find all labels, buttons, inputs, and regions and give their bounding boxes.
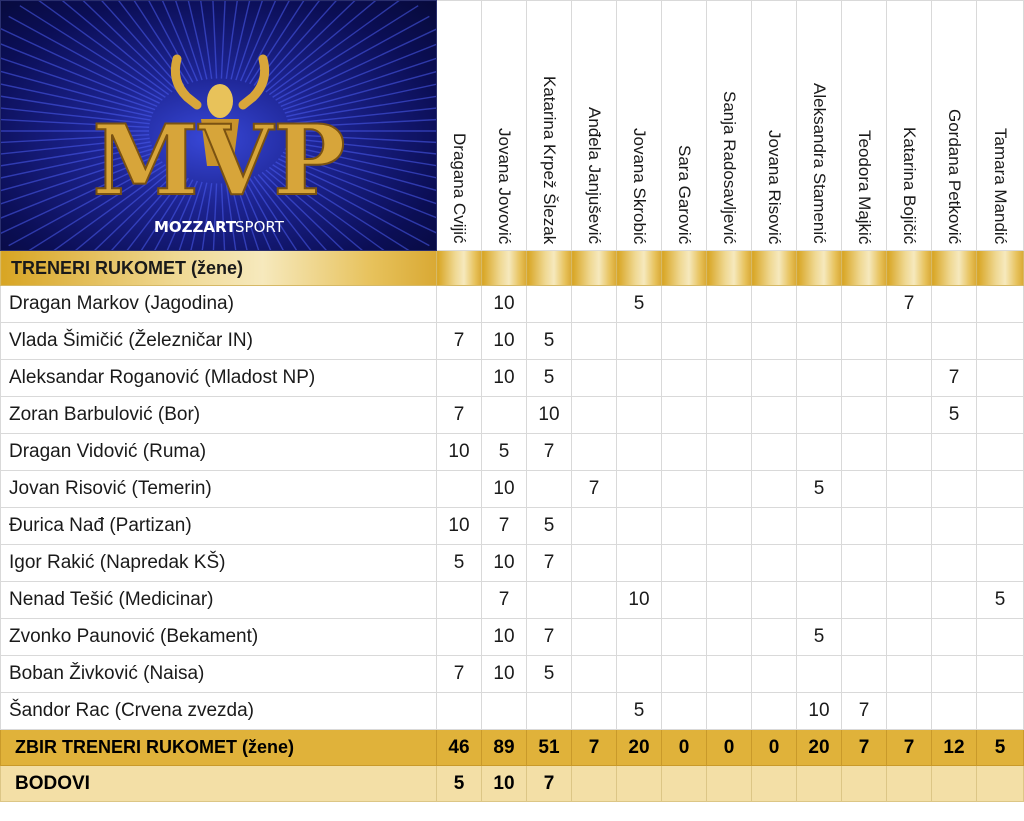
category-cell <box>707 251 752 286</box>
vote-cell <box>572 434 617 471</box>
vote-cell: 5 <box>617 693 662 730</box>
vote-cell <box>977 471 1024 508</box>
vote-cell: 7 <box>572 471 617 508</box>
vote-cell <box>707 286 752 323</box>
points-row-value <box>572 766 617 802</box>
category-cell <box>752 251 797 286</box>
player-name: Tamara Mandić <box>991 127 1010 244</box>
sum-row-value: 5 <box>977 730 1024 766</box>
vote-cell: 7 <box>527 545 572 582</box>
vote-cell <box>662 545 707 582</box>
sum-row-value: 7 <box>887 730 932 766</box>
points-row-value <box>932 766 977 802</box>
coach-name: Šandor Rac (Crvena zvezda) <box>1 693 437 730</box>
vote-cell: 10 <box>482 471 527 508</box>
player-header <box>887 1 932 251</box>
vote-cell <box>932 508 977 545</box>
mvp-logo <box>1 1 437 251</box>
vote-cell <box>482 693 527 730</box>
vote-cell <box>842 471 887 508</box>
table-row <box>1 619 1024 656</box>
coach-name: Zoran Barbulović (Bor) <box>1 397 437 434</box>
player-header <box>482 1 527 251</box>
sum-row-value: 7 <box>572 730 617 766</box>
vote-cell: 5 <box>932 397 977 434</box>
category-label: TRENERI RUKOMET (žene) <box>1 251 437 286</box>
vote-cell <box>572 619 617 656</box>
player-name: Anđela Janjušević <box>585 106 604 244</box>
vote-cell: 10 <box>482 545 527 582</box>
table-row <box>1 323 1024 360</box>
sum-row-value: 0 <box>662 730 707 766</box>
sum-row-value: 20 <box>797 730 842 766</box>
vote-cell: 10 <box>797 693 842 730</box>
vote-cell <box>662 434 707 471</box>
vote-cell <box>887 656 932 693</box>
vote-cell <box>662 471 707 508</box>
player-name: Dragana Cvijić <box>450 133 469 244</box>
player-header <box>662 1 707 251</box>
coach-name: Zvonko Paunović (Bekament) <box>1 619 437 656</box>
vote-cell <box>932 471 977 508</box>
table-row <box>1 397 1024 434</box>
vote-cell <box>977 545 1024 582</box>
vote-cell <box>932 582 977 619</box>
vote-cell <box>617 360 662 397</box>
vote-cell <box>482 397 527 434</box>
vote-cell: 5 <box>527 508 572 545</box>
vote-cell <box>752 619 797 656</box>
vote-cell <box>797 323 842 360</box>
vote-cell <box>437 693 482 730</box>
sum-row-value: 0 <box>752 730 797 766</box>
player-header <box>572 1 617 251</box>
vote-cell: 7 <box>842 693 887 730</box>
sum-row-value: 46 <box>437 730 482 766</box>
vote-cell <box>617 323 662 360</box>
vote-cell <box>887 434 932 471</box>
sum-row-label: ZBIR TRENERI RUKOMET (žene) <box>1 730 437 766</box>
player-name: Katarina Krpež Šlezak <box>540 75 559 244</box>
vote-cell: 7 <box>437 323 482 360</box>
vote-cell <box>662 582 707 619</box>
vote-cell <box>527 471 572 508</box>
vote-cell: 7 <box>437 397 482 434</box>
vote-cell <box>842 545 887 582</box>
vote-cell <box>707 656 752 693</box>
mozzart-text: MOZZART <box>154 218 237 236</box>
vote-cell: 7 <box>482 508 527 545</box>
vote-cell: 10 <box>482 286 527 323</box>
vote-cell: 5 <box>482 434 527 471</box>
category-cell <box>572 251 617 286</box>
sum-row-value: 12 <box>932 730 977 766</box>
vote-cell: 7 <box>527 434 572 471</box>
vote-cell <box>527 286 572 323</box>
player-header <box>932 1 977 251</box>
vote-cell <box>842 397 887 434</box>
player-header <box>842 1 887 251</box>
vote-cell <box>977 508 1024 545</box>
vote-cell <box>797 286 842 323</box>
category-cell <box>797 251 842 286</box>
vote-cell <box>617 545 662 582</box>
vote-cell <box>752 397 797 434</box>
coach-name: Đurica Nađ (Partizan) <box>1 508 437 545</box>
player-name: Sara Garović <box>675 144 694 244</box>
vote-cell <box>527 693 572 730</box>
vote-cell <box>752 693 797 730</box>
coach-name: Dragan Markov (Jagodina) <box>1 286 437 323</box>
points-row-value <box>752 766 797 802</box>
coach-name: Jovan Risović (Temerin) <box>1 471 437 508</box>
vote-cell <box>887 619 932 656</box>
points-row-value: 5 <box>437 766 482 802</box>
vote-cell <box>617 656 662 693</box>
vote-cell <box>752 360 797 397</box>
player-header <box>797 1 842 251</box>
sum-row-value: 0 <box>707 730 752 766</box>
category-cell <box>482 251 527 286</box>
vote-cell: 10 <box>482 323 527 360</box>
vote-cell: 5 <box>797 471 842 508</box>
vote-cell <box>932 286 977 323</box>
vote-cell <box>842 360 887 397</box>
vote-cell <box>572 693 617 730</box>
vote-cell <box>932 545 977 582</box>
vote-cell <box>707 693 752 730</box>
vote-cell: 7 <box>482 582 527 619</box>
vote-cell: 10 <box>617 582 662 619</box>
vote-cell <box>842 323 887 360</box>
vote-cell <box>572 286 617 323</box>
vote-cell <box>572 656 617 693</box>
vote-cell: 10 <box>437 434 482 471</box>
vote-cell <box>887 471 932 508</box>
points-row-value: 7 <box>527 766 572 802</box>
vote-cell <box>932 656 977 693</box>
vote-cell <box>707 471 752 508</box>
vote-cell: 7 <box>437 656 482 693</box>
points-row-value: 10 <box>482 766 527 802</box>
vote-cell <box>527 582 572 619</box>
vote-cell <box>662 619 707 656</box>
mvp-title: MVP <box>92 104 346 217</box>
points-row-value <box>977 766 1024 802</box>
vote-cell <box>752 471 797 508</box>
vote-cell <box>707 360 752 397</box>
vote-cell <box>752 508 797 545</box>
vote-cell: 7 <box>527 619 572 656</box>
vote-cell <box>617 619 662 656</box>
player-header <box>977 1 1024 251</box>
vote-cell <box>617 434 662 471</box>
coach-name: Dragan Vidović (Ruma) <box>1 434 437 471</box>
vote-cell <box>662 397 707 434</box>
vote-cell: 10 <box>527 397 572 434</box>
vote-cell: 10 <box>437 508 482 545</box>
vote-cell: 10 <box>482 619 527 656</box>
player-header <box>527 1 572 251</box>
vote-cell <box>437 471 482 508</box>
vote-cell <box>662 656 707 693</box>
vote-cell <box>617 508 662 545</box>
player-header <box>437 1 482 251</box>
category-cell <box>932 251 977 286</box>
sum-row-value: 51 <box>527 730 572 766</box>
table-row <box>1 434 1024 471</box>
points-row-value <box>842 766 887 802</box>
sport-text: SPORT <box>235 218 284 236</box>
vote-cell: 5 <box>617 286 662 323</box>
table-row <box>1 360 1024 397</box>
category-cell <box>977 251 1024 286</box>
vote-cell <box>977 656 1024 693</box>
vote-cell <box>572 508 617 545</box>
sum-row <box>1 730 1024 766</box>
category-cell <box>617 251 662 286</box>
player-name: Jovana Risović <box>765 129 784 244</box>
vote-cell <box>887 360 932 397</box>
vote-cell <box>572 545 617 582</box>
vote-cell <box>842 619 887 656</box>
vote-cell <box>662 360 707 397</box>
category-cell <box>887 251 932 286</box>
vote-cell <box>842 434 887 471</box>
table-row <box>1 508 1024 545</box>
vote-cell <box>842 582 887 619</box>
vote-cell <box>797 360 842 397</box>
vote-cell <box>707 323 752 360</box>
points-row-value <box>797 766 842 802</box>
vote-cell <box>887 397 932 434</box>
coach-name: Igor Rakić (Napredak KŠ) <box>1 545 437 582</box>
points-row-value <box>887 766 932 802</box>
coach-name: Nenad Tešić (Medicinar) <box>1 582 437 619</box>
vote-cell <box>662 286 707 323</box>
vote-cell <box>977 693 1024 730</box>
table-row <box>1 471 1024 508</box>
vote-cell <box>707 619 752 656</box>
player-name: Teodora Majkić <box>855 129 874 244</box>
vote-cell: 5 <box>437 545 482 582</box>
points-row-value <box>617 766 662 802</box>
table-row <box>1 656 1024 693</box>
vote-cell <box>797 434 842 471</box>
player-header <box>707 1 752 251</box>
coach-name: Aleksandar Roganović (Mladost NP) <box>1 360 437 397</box>
vote-cell <box>887 693 932 730</box>
vote-cell <box>662 693 707 730</box>
player-name: Aleksandra Stamenić <box>810 83 829 244</box>
table-row <box>1 286 1024 323</box>
vote-cell <box>842 508 887 545</box>
player-header <box>752 1 797 251</box>
category-cell <box>662 251 707 286</box>
vote-cell <box>842 286 887 323</box>
coach-name: Boban Živković (Naisa) <box>1 656 437 693</box>
vote-cell <box>932 323 977 360</box>
vote-cell <box>977 434 1024 471</box>
player-name: Sanja Radosavljević <box>720 90 739 244</box>
vote-cell: 5 <box>977 582 1024 619</box>
logo-rays <box>1 1 437 250</box>
vote-cell <box>797 508 842 545</box>
vote-cell <box>932 619 977 656</box>
vote-cell <box>662 323 707 360</box>
coach-name: Vlada Šimičić (Železničar IN) <box>1 323 437 360</box>
vote-cell: 10 <box>482 656 527 693</box>
vote-cell <box>887 323 932 360</box>
vote-cell <box>797 582 842 619</box>
vote-cell <box>752 434 797 471</box>
vote-cell: 5 <box>527 656 572 693</box>
vote-cell <box>572 323 617 360</box>
vote-cell <box>752 582 797 619</box>
vote-cell <box>797 545 842 582</box>
category-cell <box>437 251 482 286</box>
vote-cell <box>752 545 797 582</box>
table-row <box>1 582 1024 619</box>
vote-cell <box>752 656 797 693</box>
vote-cell <box>707 434 752 471</box>
vote-cell <box>617 397 662 434</box>
vote-cell <box>887 508 932 545</box>
table-row <box>1 693 1024 730</box>
player-name: Katarina Bojičić <box>900 126 919 244</box>
vote-cell <box>887 582 932 619</box>
vote-cell <box>617 471 662 508</box>
vote-cell <box>842 656 887 693</box>
vote-cell <box>977 360 1024 397</box>
category-cell <box>842 251 887 286</box>
vote-cell <box>752 286 797 323</box>
sum-row-value: 7 <box>842 730 887 766</box>
vote-cell: 5 <box>527 360 572 397</box>
vote-cell <box>797 656 842 693</box>
vote-cell <box>572 360 617 397</box>
vote-cell <box>977 286 1024 323</box>
player-name: Gordana Petković <box>945 108 964 244</box>
category-cell <box>527 251 572 286</box>
vote-cell <box>932 434 977 471</box>
vote-cell: 7 <box>887 286 932 323</box>
vote-cell <box>707 508 752 545</box>
vote-cell <box>707 545 752 582</box>
vote-cell <box>977 397 1024 434</box>
vote-cell <box>572 397 617 434</box>
vote-cell <box>707 582 752 619</box>
vote-cell <box>797 397 842 434</box>
points-row <box>1 766 1024 802</box>
vote-cell <box>977 619 1024 656</box>
points-row-value <box>707 766 752 802</box>
vote-cell <box>437 360 482 397</box>
vote-cell <box>437 619 482 656</box>
player-name: Jovana Jovović <box>495 127 514 244</box>
table-row <box>1 545 1024 582</box>
points-row-value <box>662 766 707 802</box>
vote-cell <box>572 582 617 619</box>
vote-cell <box>932 693 977 730</box>
player-name: Jovana Skrobić <box>630 127 649 244</box>
vote-cell <box>662 508 707 545</box>
vote-cell <box>437 286 482 323</box>
vote-cell: 10 <box>482 360 527 397</box>
vote-cell <box>437 582 482 619</box>
vote-cell <box>752 323 797 360</box>
vote-cell <box>977 323 1024 360</box>
vote-cell: 5 <box>797 619 842 656</box>
sum-row-value: 89 <box>482 730 527 766</box>
vote-cell: 5 <box>527 323 572 360</box>
points-row-label: BODOVI <box>1 766 437 802</box>
sum-row-value: 20 <box>617 730 662 766</box>
vote-cell: 7 <box>932 360 977 397</box>
vote-cell <box>707 397 752 434</box>
player-header <box>617 1 662 251</box>
vote-cell <box>887 545 932 582</box>
